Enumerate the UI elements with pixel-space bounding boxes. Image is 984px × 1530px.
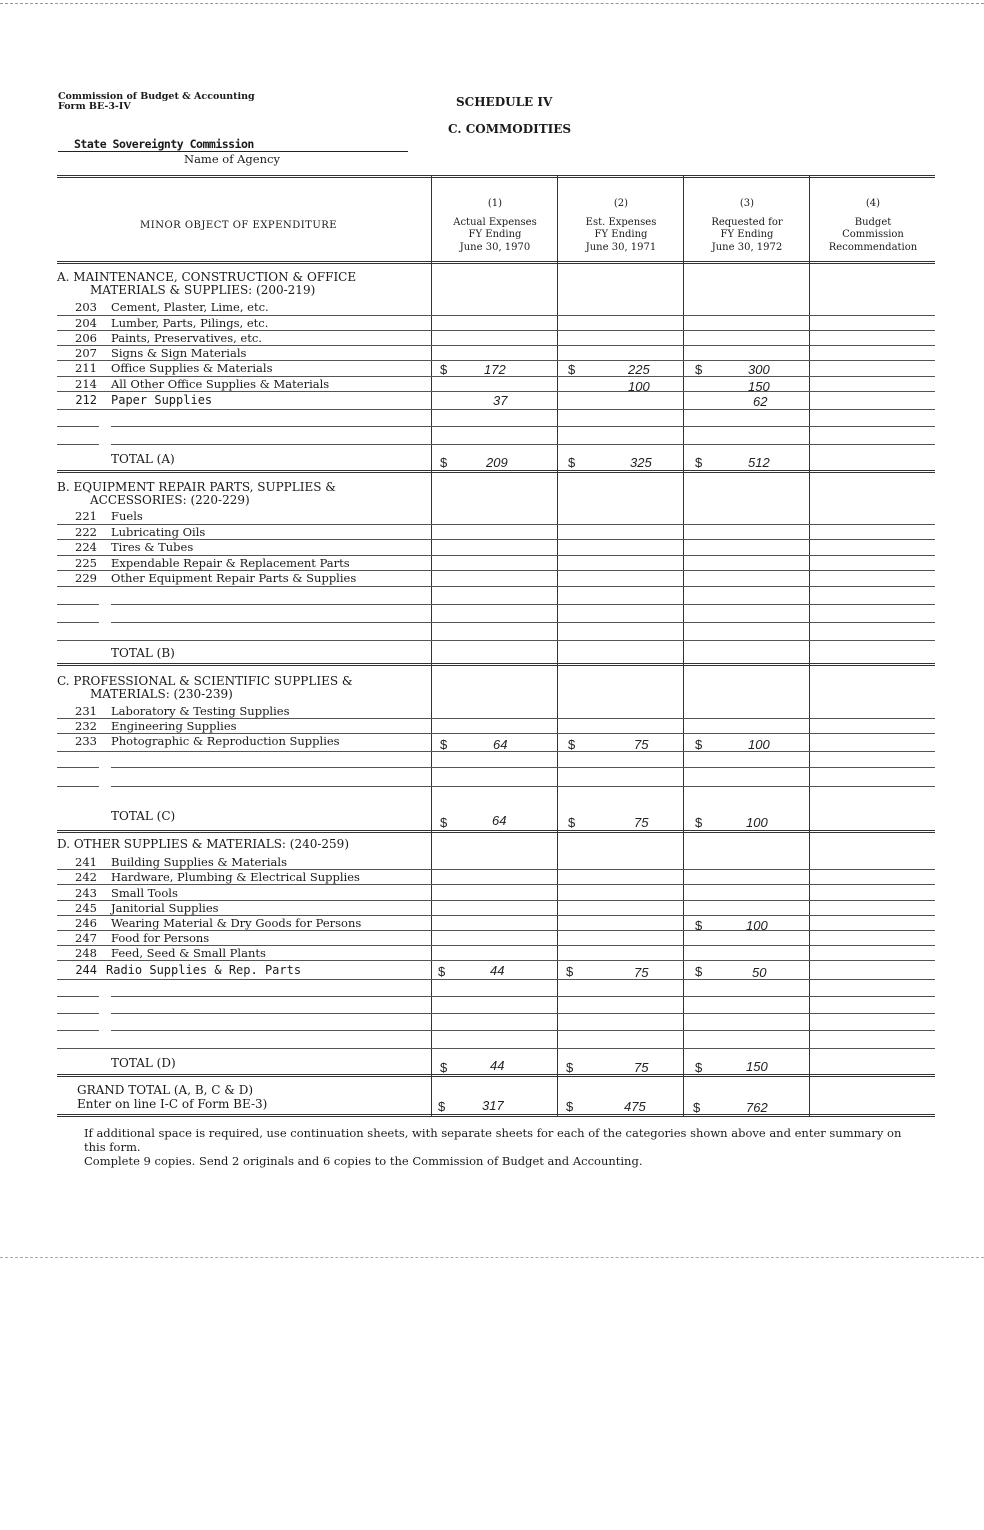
row-rule [57,391,935,392]
section-c-title: C. PROFESSIONAL & SCIENTIFIC SUPPLIES & MATERIALS: (230-239) [57,674,353,701]
grand-total-c2: 475 [624,1099,646,1114]
agency-label: Name of Agency [184,152,280,166]
amount-c2: 100 [628,379,650,394]
dollar-sign: $ [695,455,703,470]
row-code: 221 [75,509,97,523]
dollar-sign: $ [438,964,446,979]
row-label: Photographic & Reproduction Supplies [111,734,340,748]
total-a-c3: 512 [748,455,770,470]
col3-divider [683,176,684,1117]
section-a-title: A. MAINTENANCE, CONSTRUCTION & OFFICE MATERIALS & SUPPLIES: (200-219) [57,270,357,297]
row-label: Paper Supplies [111,393,213,407]
row-code: 211 [75,361,97,375]
blank-rule [111,622,935,623]
amount-c3: 150 [748,379,770,394]
total-a-label: TOTAL (A) [111,452,175,466]
row-code: 222 [75,525,97,539]
blank-rule [57,767,99,768]
row-label: Lubricating Oils [111,525,206,539]
amount-c3: 62 [753,394,768,409]
blank-rule [111,767,935,768]
grand-total-label: GRAND TOTAL (A, B, C & D) Enter on line I-C of Form BE-3) [77,1083,268,1111]
dollar-sign: $ [693,1100,701,1115]
category-title: C. COMMODITIES [448,122,572,136]
blank-rule [57,622,99,623]
section-rule [57,470,935,473]
dollar-sign: $ [695,737,703,752]
section-d-title: D. OTHER SUPPLIES & MATERIALS: (240-259) [57,837,349,851]
dollar-sign: $ [695,815,703,830]
col1-header: (1) Actual Expenses FY Ending June 30, 1970 [453,198,537,253]
dollar-sign: $ [568,455,576,470]
section-rule [57,663,935,666]
form-number: Form BE-3-IV [58,101,131,112]
col4-divider [809,176,810,1117]
amount-c2: 75 [634,737,649,752]
amount-c3: 50 [752,965,767,980]
dollar-sign: $ [440,362,448,377]
section-rule [57,830,935,833]
row-label: Building Supplies & Materials [111,855,287,869]
total-b-label: TOTAL (B) [111,646,175,660]
row-rule [57,884,935,885]
amount-c3: 100 [748,737,770,752]
row-code: 248 [75,946,97,960]
row-label: Expendable Repair & Replacement Parts [111,556,350,570]
dollar-sign: $ [566,1099,574,1114]
row-rule [57,979,935,980]
total-d-c1: 44 [490,1058,505,1073]
amount-c1: 37 [493,393,508,408]
row-label: Food for Persons [111,931,210,945]
footnote-continuation: If additional space is required, use continuation sheets, with separate sheets for each of the categories shown above and enter summary on this form. [84,1126,902,1154]
blank-rule [57,444,99,445]
row-label: Paints, Preservatives, etc. [111,331,262,345]
dollar-sign: $ [568,737,576,752]
row-code: 232 [75,719,97,733]
row-label: Hardware, Plumbing & Electrical Supplies [111,870,360,884]
row-code: 229 [75,571,97,585]
dollar-sign: $ [438,1099,446,1114]
table-bottom-rule [57,1114,935,1117]
row-label: Engineering Supplies [111,719,237,733]
top-edge [0,3,984,4]
total-c-c3: 100 [746,815,768,830]
row-code: 207 [75,346,97,360]
col4-header: (4) Budget Commission Recommendation [828,198,918,253]
row-code: 233 [75,734,97,748]
row-label: Feed, Seed & Small Plants [111,946,266,960]
total-d-label: TOTAL (D) [111,1056,176,1070]
row-label: Signs & Sign Materials [111,346,247,360]
row-label: Fuels [111,509,143,523]
amount-c2: 225 [628,362,650,377]
dollar-sign: $ [695,1060,703,1075]
blank-rule [57,604,99,605]
row-label: Other Equipment Repair Parts & Supplies [111,571,357,585]
blank-rule [57,996,99,997]
row-rule [57,1048,935,1049]
blank-rule [111,996,935,997]
row-code: 203 [75,300,97,314]
row-code: 241 [75,855,97,869]
dollar-sign: $ [566,964,574,979]
row-label: Wearing Material & Dry Goods for Persons [111,916,362,930]
row-rule [57,409,935,410]
total-d-c3: 150 [746,1059,768,1074]
grand-total-c1: 317 [482,1098,504,1113]
amount-c2: 75 [634,965,649,980]
minor-object-header: MINOR OBJECT OF EXPENDITURE [140,220,338,231]
row-label: Lumber, Parts, Pilings, etc. [111,316,269,330]
col3-header: (3) Requested for FY Ending June 30, 1972 [711,198,783,253]
dollar-sign: $ [566,1060,574,1075]
form-header [58,92,255,112]
blank-rule [111,604,935,605]
row-label: All Other Office Supplies & Materials [111,377,330,391]
blank-rule [57,426,99,427]
row-code: 243 [75,886,97,900]
blank-rule [111,1013,935,1014]
row-code: 214 [75,377,97,391]
col2-header: (2) Est. Expenses FY Ending June 30, 1971 [585,198,657,253]
col2-divider [557,176,558,1117]
amount-c3: 100 [746,918,768,933]
blank-rule [57,786,99,787]
footnote-copies: Complete 9 copies. Send 2 originals and 6 copies to the Commission of Budget and Accounting. [84,1154,643,1168]
dollar-sign: $ [440,815,448,830]
row-code: 247 [75,931,97,945]
row-code: 246 [75,916,97,930]
row-label: Office Supplies & Materials [111,361,273,375]
row-rule [57,751,935,752]
row-label: Janitorial Supplies [111,901,219,915]
amount-c1: 172 [484,362,506,377]
row-label: Small Tools [111,886,178,900]
total-c-label: TOTAL (C) [111,809,176,823]
blank-rule [111,786,935,787]
commission-name: Commission of Budget & Accounting [58,91,255,102]
grand-total-c3: 762 [746,1100,768,1115]
amount-c1: 64 [493,737,508,752]
dollar-sign: $ [440,737,448,752]
row-label: Laboratory & Testing Supplies [111,704,290,718]
row-code: 204 [75,316,97,330]
agency-name-value: State Sovereignty Commission [74,137,254,151]
total-a-c2: 325 [630,455,652,470]
row-code: 225 [75,556,97,570]
row-code: 244 [75,963,97,977]
section-b-title: B. EQUIPMENT REPAIR PARTS, SUPPLIES & ACCESSORIES: (220-229) [57,480,336,507]
row-code: 242 [75,870,97,884]
dollar-sign: $ [568,815,576,830]
dollar-sign: $ [568,362,576,377]
row-label: Tires & Tubes [111,540,194,554]
amount-c3: 300 [748,362,770,377]
dollar-sign: $ [695,918,703,933]
row-code: 231 [75,704,97,718]
row-label: Radio Supplies & Rep. Parts [106,963,302,977]
amount-c1: 44 [490,963,505,978]
dollar-sign: $ [695,362,703,377]
row-code: 212 [75,393,97,407]
blank-rule [57,1030,99,1031]
row-rule [57,960,935,961]
row-label: Cement, Plaster, Lime, etc. [111,300,269,314]
dollar-sign: $ [695,964,703,979]
total-a-c1: 209 [486,455,508,470]
schedule-title: SCHEDULE IV [456,95,553,109]
bottom-dashed-rule [0,1257,984,1258]
row-rule [57,586,935,587]
blank-rule [111,1030,935,1031]
blank-rule [111,444,935,445]
blank-rule [111,426,935,427]
row-rule [57,640,935,641]
row-code: 206 [75,331,97,345]
row-code: 245 [75,901,97,915]
blank-rule [57,1013,99,1014]
table-top-rule [57,175,935,178]
dollar-sign: $ [440,1060,448,1075]
total-c-c1: 64 [492,813,507,828]
col1-divider [431,176,432,1117]
total-c-c2: 75 [634,815,649,830]
total-d-c2: 75 [634,1060,649,1075]
section-rule [57,1074,935,1077]
dollar-sign: $ [440,455,448,470]
header-bottom-rule [57,261,935,264]
row-code: 224 [75,540,97,554]
